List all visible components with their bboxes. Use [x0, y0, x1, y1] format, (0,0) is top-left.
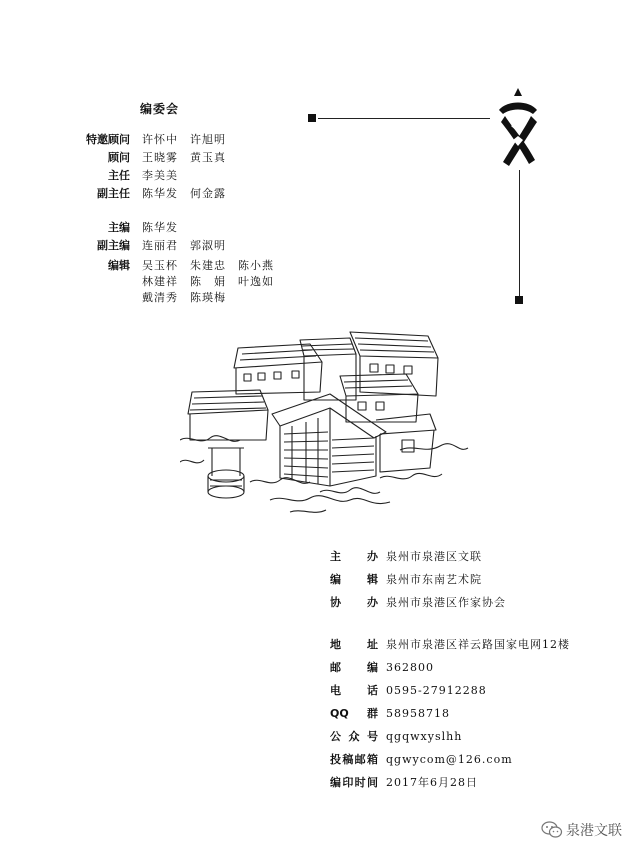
decor-square [308, 114, 316, 122]
committee-names: 李美美 [142, 169, 178, 182]
committee-role: 顾问 [108, 151, 130, 164]
decor-line [318, 118, 490, 119]
info-value: qgqwxyslhh [386, 730, 463, 743]
wechat-watermark [541, 820, 622, 840]
info-value: qgwycom@126.com [386, 753, 513, 766]
decor-line [519, 170, 520, 296]
committee-names: 陈华发 何金露 [142, 187, 226, 200]
info-label: 电话 [330, 684, 378, 697]
committee-names: 戴清秀 陈瑛梅 [142, 291, 226, 304]
committee-role: 特邀顾问 [86, 133, 130, 146]
committee-row [60, 258, 274, 274]
info-row [330, 548, 482, 566]
committee-names: 许怀中 许旭明 [142, 133, 226, 146]
committee-role: 编辑 [108, 259, 130, 272]
committee-role: 主编 [108, 221, 130, 234]
committee-role: 副主编 [97, 239, 130, 252]
info-value: 泉州市泉港区文联 [386, 550, 482, 563]
committee-names: 王晓雾 黄玉真 [142, 151, 226, 164]
info-label: QQ群 [330, 707, 378, 720]
info-row [330, 728, 463, 746]
info-label: 协办 [330, 596, 378, 609]
info-value: 2017年6月28日 [386, 776, 478, 789]
info-row [330, 636, 570, 654]
info-row [330, 751, 513, 769]
info-value: 泉州市东南艺术院 [386, 573, 482, 586]
info-value: 362800 [386, 661, 434, 674]
account-name: 泉港文联 [566, 823, 622, 839]
info-label: 公众号 [330, 730, 378, 743]
committee-names: 连丽君 郭淑明 [142, 239, 226, 252]
committee-names: 陈华发 [142, 221, 178, 234]
committee-role: 主任 [108, 169, 130, 182]
info-row [330, 682, 487, 700]
info-row [330, 594, 506, 612]
committee-names: 吴玉杯 朱建忠 陈小燕 [142, 259, 274, 272]
decor-square [515, 296, 523, 304]
info-row [330, 705, 450, 723]
info-label: 地址 [330, 638, 378, 651]
committee-row [60, 168, 178, 184]
info-value: 0595-27912288 [386, 684, 487, 697]
info-row [330, 571, 482, 589]
committee-row [60, 220, 178, 236]
info-label: 主办 [330, 550, 378, 563]
info-label: 编辑 [330, 573, 378, 586]
wechat-icon [541, 821, 563, 839]
info-label: 编印时间 [330, 776, 378, 789]
committee-row [60, 186, 226, 202]
committee-row [60, 274, 274, 290]
committee-row [60, 132, 226, 148]
info-label: 邮编 [330, 661, 378, 674]
committee-names: 林建祥 陈 娟 叶逸如 [142, 275, 274, 288]
info-value: 58958718 [386, 707, 450, 720]
committee-row [60, 150, 226, 166]
info-label: 投稿邮箱 [330, 753, 378, 766]
info-value: 泉州市泉港区作家协会 [386, 596, 506, 609]
info-row [330, 774, 478, 792]
committee-title: 编委会 [140, 102, 180, 116]
literature-logo-icon [493, 86, 543, 170]
committee-row [60, 290, 226, 306]
info-row [330, 659, 434, 677]
committee-role: 副主任 [97, 187, 130, 200]
committee-row [60, 238, 226, 254]
village-illustration [180, 322, 470, 520]
info-value: 泉州市泉港区祥云路国家电网12楼 [386, 638, 570, 651]
